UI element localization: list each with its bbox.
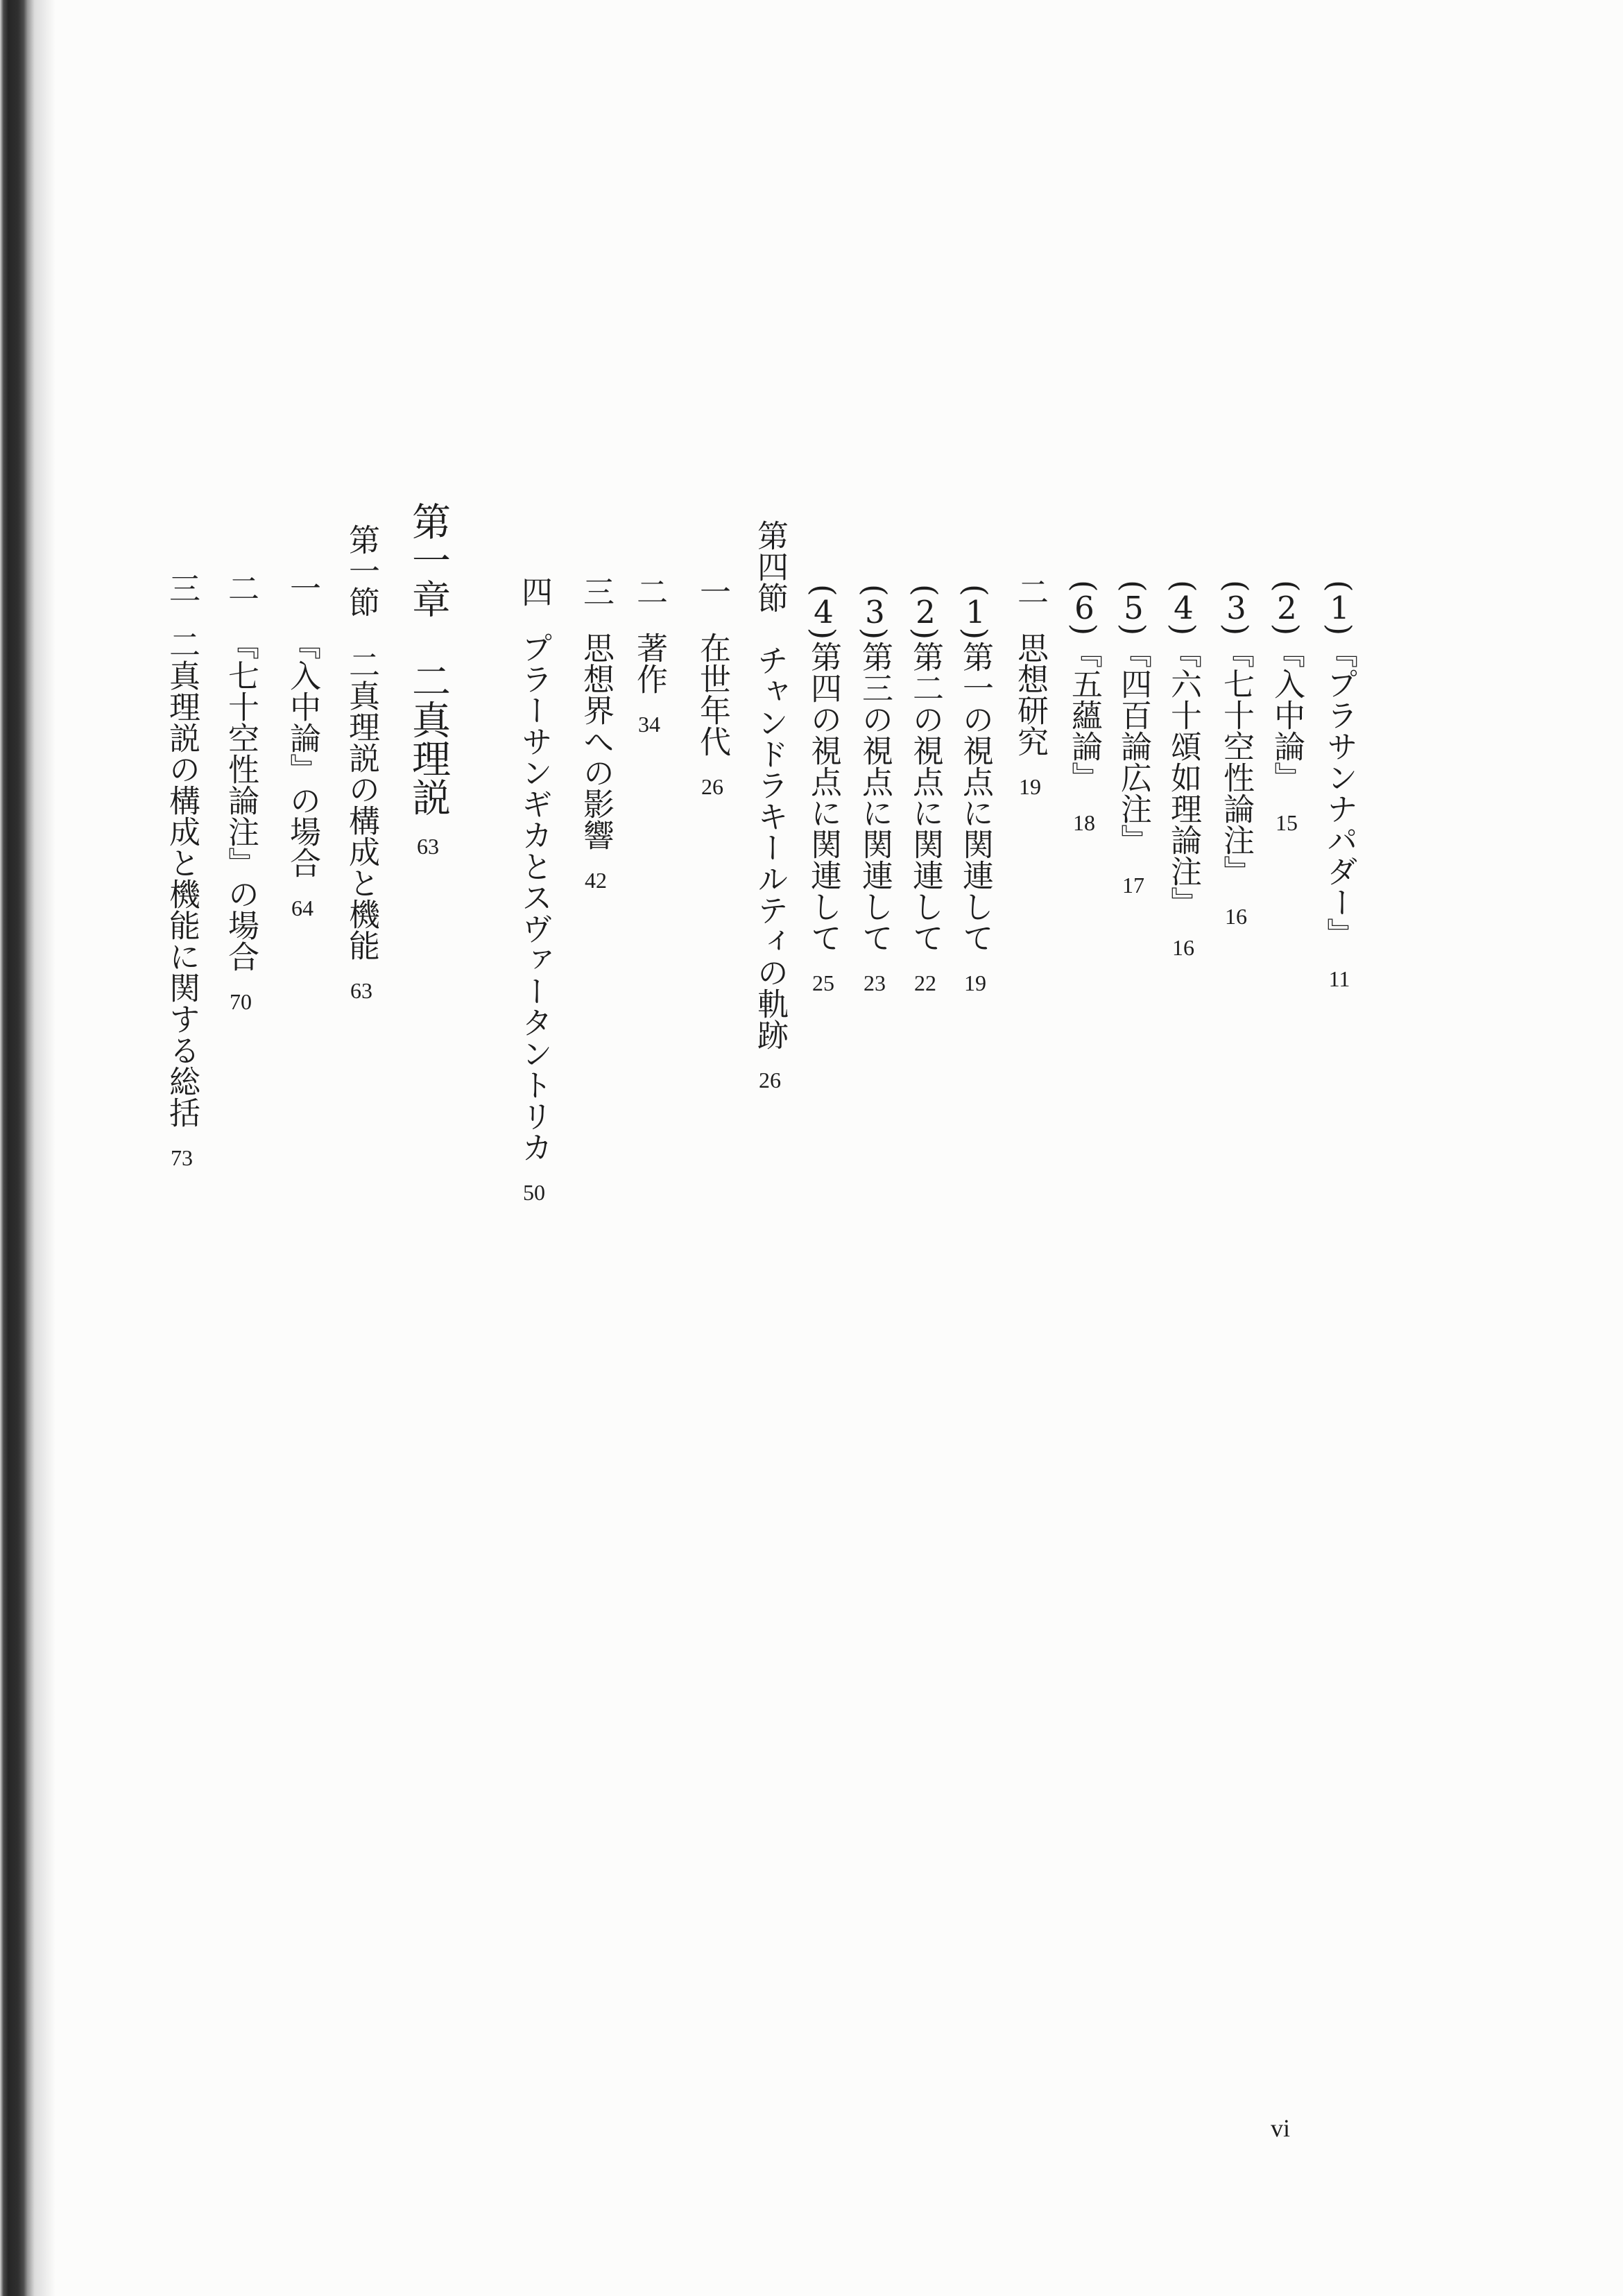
- entry-marker: (6): [1066, 580, 1103, 636]
- entry-page-number: 73: [171, 1147, 193, 1169]
- entry-page-number: 70: [230, 991, 252, 1013]
- entry-page-number: 19: [964, 972, 986, 995]
- entry-marker: (4): [1165, 580, 1202, 636]
- entry-title: 『五蘊論』: [1066, 637, 1103, 794]
- entry-marker: 二: [223, 572, 259, 603]
- section-title: チャンドラキールティの軌跡: [752, 644, 789, 1050]
- entry-title: 著作: [631, 632, 668, 694]
- toc-entry: [575, 576, 617, 891]
- entry-page-number: 22: [914, 972, 936, 995]
- entry-title: 『入中論』: [1269, 637, 1305, 794]
- entry-title: 第二の視点に関連して: [907, 641, 944, 954]
- entry-page-number: 42: [585, 869, 607, 891]
- marker-digit: 2: [1277, 592, 1297, 624]
- entry-page-number: 25: [812, 972, 834, 995]
- entry-marker: 三: [164, 572, 200, 603]
- entry-page-number: 63: [417, 835, 439, 857]
- marker-digit: 1: [965, 596, 986, 628]
- entry-page-number: 18: [1073, 812, 1095, 834]
- chapter-marker: 第一章: [406, 502, 451, 618]
- marker-digit: 2: [916, 596, 936, 628]
- entry-title: 『プラサンナパダー』: [1321, 637, 1358, 950]
- toc-entry: [954, 584, 996, 994]
- entry-marker: (3): [857, 584, 893, 640]
- section-title: 二真理説の構成と機能: [343, 649, 380, 961]
- entry-marker: 一: [694, 576, 731, 607]
- entry-page-number: 63: [350, 979, 372, 1002]
- marker-digit: 6: [1074, 592, 1094, 624]
- entry-marker: (5): [1115, 580, 1152, 636]
- section-marker: 第一節: [343, 524, 380, 617]
- toc-entry: [628, 576, 670, 735]
- marker-digit: 3: [1226, 592, 1246, 624]
- marker-digit: 4: [1174, 592, 1194, 624]
- entry-marker: (2): [1269, 580, 1305, 636]
- binding-shadow: [0, 0, 55, 2296]
- entry-marker: 四: [516, 576, 553, 607]
- entry-marker: (4): [805, 584, 842, 640]
- entry-marker: 二: [631, 576, 668, 607]
- toc-entry: [854, 584, 895, 994]
- entry-title: 二真理説の構成と機能に関する総括: [164, 628, 200, 1128]
- entry-page-number: 26: [759, 1069, 781, 1091]
- entry-page-number: 16: [1225, 905, 1247, 928]
- entry-marker: (1): [957, 584, 994, 640]
- entry-title: 思想界への影響: [578, 632, 615, 850]
- toc-entry: [1215, 580, 1257, 927]
- page-number: vi: [1271, 2114, 1291, 2142]
- entry-title: 『七十空性論注』: [1218, 637, 1255, 887]
- chapter-title: 二真理説: [406, 661, 451, 816]
- entry-page-number: 16: [1172, 936, 1194, 959]
- entry-marker: (2): [907, 584, 944, 640]
- entry-title: 『四百論広注』: [1115, 637, 1152, 856]
- entry-marker: 三: [578, 576, 615, 607]
- entry-marker: 二: [1012, 576, 1049, 607]
- entry-page-number: 15: [1276, 812, 1298, 834]
- toc-entry: [1266, 580, 1307, 834]
- entry-marker: (3): [1218, 580, 1255, 636]
- toc-entry: [904, 584, 946, 994]
- marker-digit: 1: [1330, 592, 1350, 624]
- toc-entry: [513, 576, 555, 1203]
- entry-page-number: 50: [523, 1181, 545, 1203]
- entry-title: 『入中論』の場合: [284, 628, 321, 878]
- entry-title: 第三の視点に関連して: [857, 641, 893, 954]
- entry-page-number: 26: [701, 776, 723, 798]
- entry-page-number: 34: [638, 713, 660, 735]
- marker-digit: 3: [865, 596, 885, 628]
- toc-entry: [161, 572, 203, 1169]
- toc-entry: [220, 572, 261, 1013]
- toc-entry: [1063, 580, 1105, 834]
- toc-heading-section: [341, 524, 382, 1002]
- entry-title: プラーサンギカとスヴァータントリカ: [516, 632, 553, 1163]
- toc-entry: [282, 572, 323, 919]
- toc-heading-chapter: [404, 502, 452, 857]
- toc-entry: [1009, 576, 1051, 798]
- entry-page-number: 11: [1328, 968, 1350, 991]
- toc-entry: [1162, 580, 1204, 959]
- marker-digit: 4: [814, 596, 834, 628]
- entry-page-number: 23: [864, 972, 886, 995]
- entry-page-number: 17: [1122, 874, 1144, 897]
- entry-marker: 一: [284, 572, 321, 603]
- entry-title: 第一の視点に関連して: [957, 641, 994, 954]
- toc-heading-section: [749, 520, 791, 1091]
- entry-title: 思想研究: [1012, 632, 1049, 757]
- entry-title: 在世年代: [694, 632, 731, 757]
- entry-title: 『六十頌如理論注』: [1165, 637, 1202, 918]
- toc-entry: [692, 576, 733, 798]
- section-marker: 第四節: [752, 520, 789, 613]
- marker-digit: 5: [1124, 592, 1144, 624]
- entry-marker: (1): [1321, 580, 1358, 636]
- toc-entry: [802, 584, 844, 994]
- entry-title: 第四の視点に関連して: [805, 641, 842, 954]
- entry-page-number: 19: [1019, 776, 1041, 798]
- toc-entry: [1319, 580, 1360, 990]
- entry-title: 『七十空性論注』の場合: [223, 628, 259, 972]
- entry-page-number: 64: [291, 897, 314, 919]
- toc-entry: [1113, 580, 1154, 896]
